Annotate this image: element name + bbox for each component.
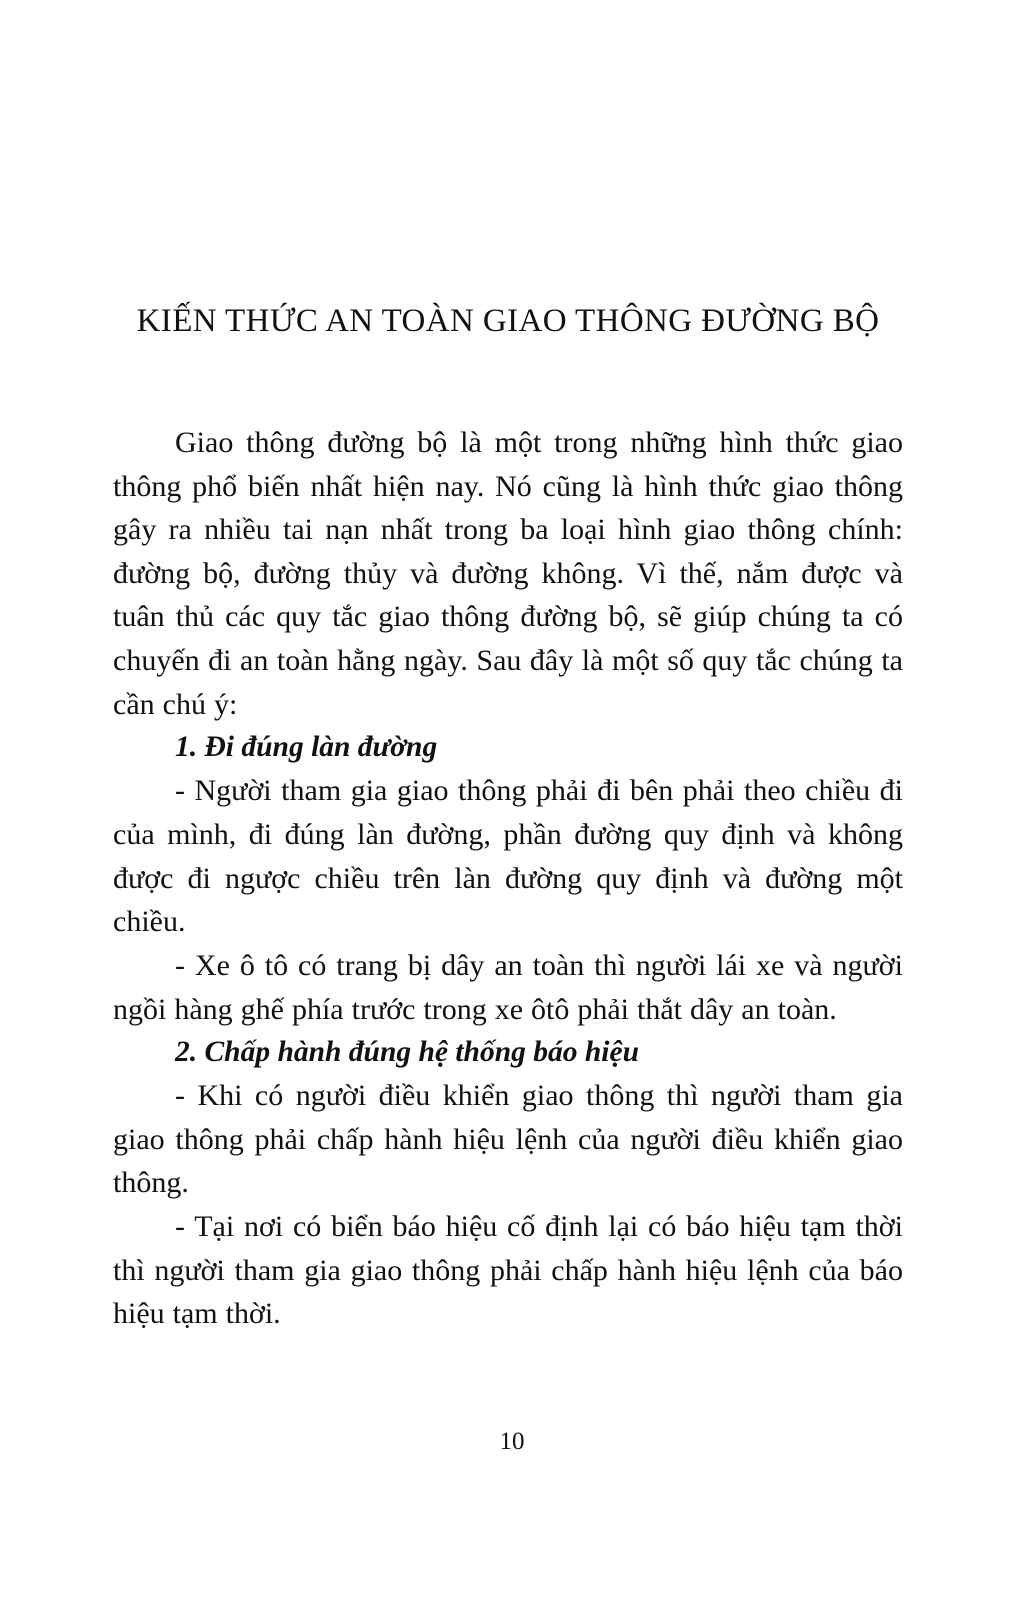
paragraph-intro: Giao thông đường bộ là một trong những hình thức giao thông phổ biến nhất hiện nay. Nó cũng là hình thức giao thông gây ra nhiều tai nạn nhất trong ba loại hình giao thông chính: đường bộ, đường thủy và đường không. Vì thế, nắm được và tuân thủ các quy tắc giao thông đường bộ, sẽ giúp chúng ta có chuyến đi an toàn hằng ngày. Sau đây là một số quy tắc chúng ta cần chú ý: (113, 425, 903, 721)
paragraph-signal-rule-1: - Khi có người điều khiển giao thông thì người tham gia giao thông phải chấp hành hiệu lệnh của người điều khiển giao thông. (113, 1079, 903, 1200)
paragraph-lane-rule-1: - Người tham gia giao thông phải đi bên phải theo chiều đi của mình, đi đúng làn đường, phần đường quy định và không được đi ngược chiều trên làn đường quy định và đường một chiều. (113, 774, 903, 939)
page-body (113, 300, 903, 1336)
paragraph-lane-rule-2: - Xe ô tô có trang bị dây an toàn thì người lái xe và người ngồi hàng ghế phía trước trong xe ôtô phải thắt dây an toàn. (113, 948, 903, 1026)
section-heading-1: 1. Đi đúng làn đường (175, 731, 438, 764)
paragraph-signal-rule-2: - Tại nơi có biển báo hiệu cố định lại có báo hiệu tạm thời thì người tham gia giao thông phải chấp hành hiệu lệnh của báo hiệu tạm thời. (113, 1209, 903, 1331)
page-title: KIẾN THỨC AN TOÀN GIAO THÔNG ĐƯỜNG BỘ (136, 303, 880, 339)
section-heading-2: 2. Chấp hành đúng hệ thống báo hiệu (175, 1036, 639, 1069)
page-number: 10 (499, 1428, 525, 1455)
